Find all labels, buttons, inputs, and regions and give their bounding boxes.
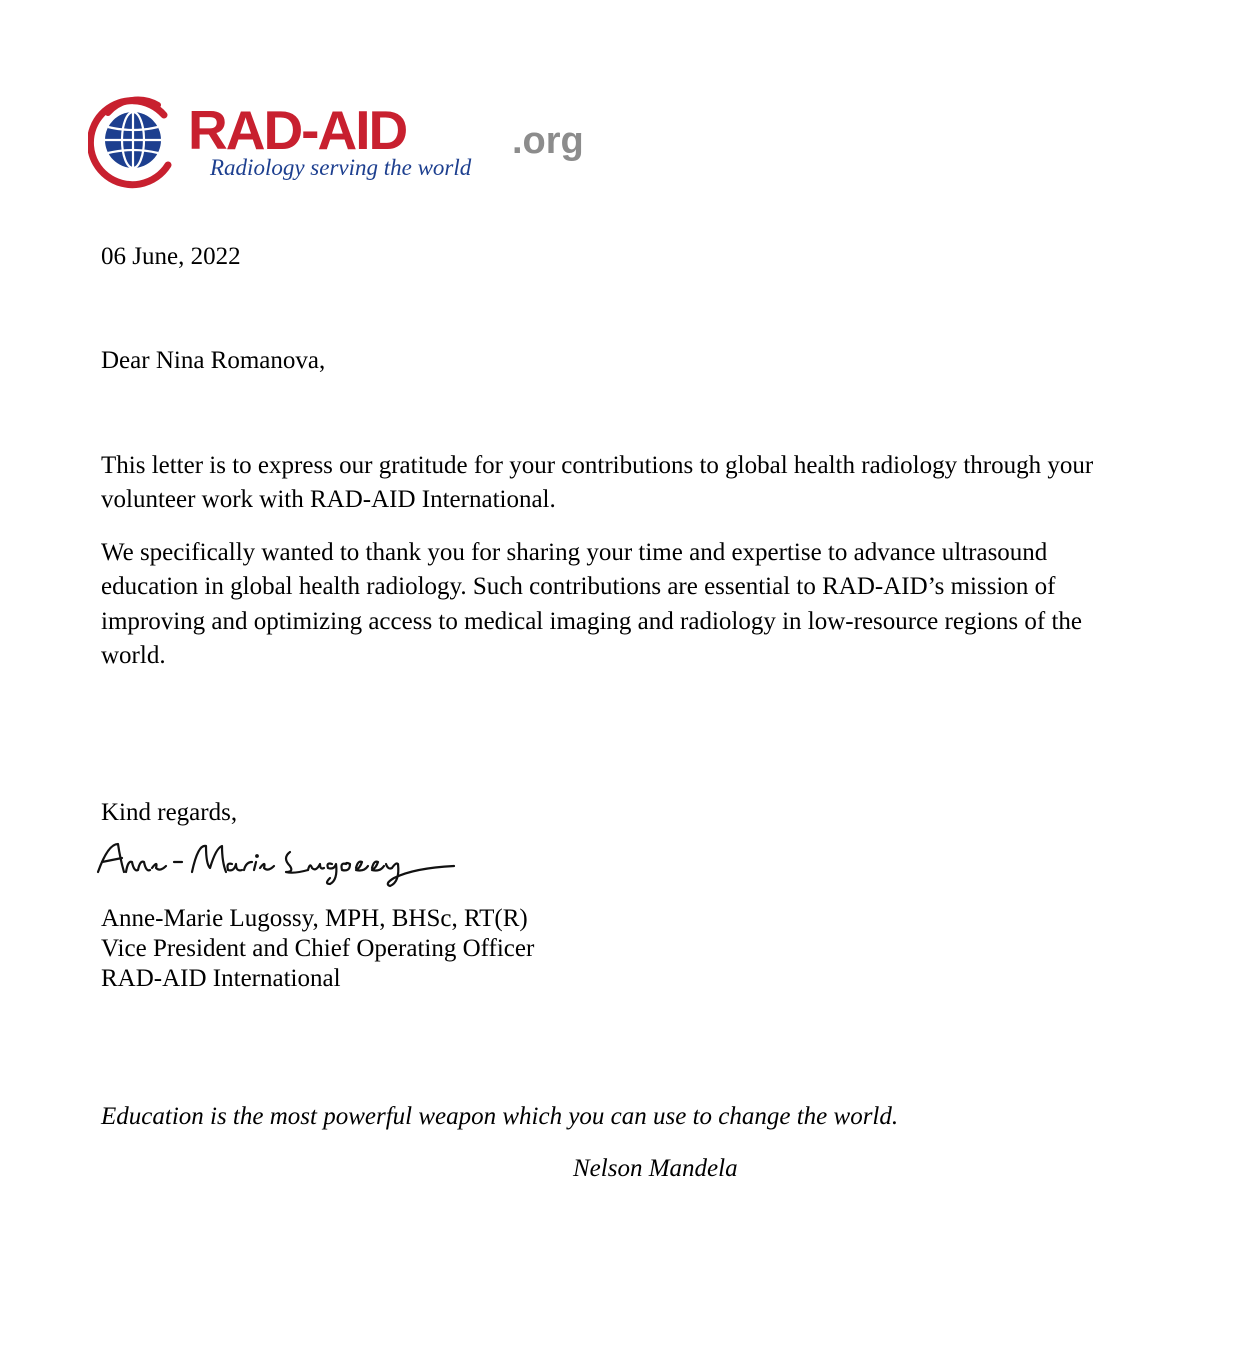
body-paragraph-2: We specifically wanted to thank you for sharing your time and expertise to advance ultrasound education in global health radiology. Such contributions are essential to RAD-AID’s mission of improving and optimizing access to medical imaging and radiology in low-resource regions of the world. bbox=[101, 539, 1082, 669]
closing: Kind regards, bbox=[101, 799, 238, 826]
handwritten-signature bbox=[94, 838, 474, 892]
quote-text: Education is the most powerful weapon which you can use to change the world. bbox=[101, 1103, 899, 1130]
logo-wordmark: RAD-AID bbox=[188, 99, 407, 161]
signer-organization: RAD-AID International bbox=[101, 965, 341, 992]
globe-logo-icon bbox=[88, 95, 633, 190]
quote-author: Nelson Mandela bbox=[573, 1155, 738, 1182]
logo-suffix: .org bbox=[512, 120, 584, 162]
logo-tagline: Radiology serving the world bbox=[210, 155, 472, 180]
signer-title: Vice President and Chief Operating Officer bbox=[101, 935, 535, 962]
signer-block bbox=[101, 904, 534, 994]
letter-date: 06 June, 2022 bbox=[101, 243, 241, 270]
salutation: Dear Nina Romanova, bbox=[101, 347, 326, 374]
signer-name: Anne-Marie Lugossy, MPH, BHSc, RT(R) bbox=[101, 905, 528, 932]
body-paragraph-1: This letter is to express our gratitude for your contributions to global health radiology through your volunteer work with RAD-AID International. bbox=[101, 452, 1094, 514]
rad-aid-logo bbox=[88, 95, 633, 190]
